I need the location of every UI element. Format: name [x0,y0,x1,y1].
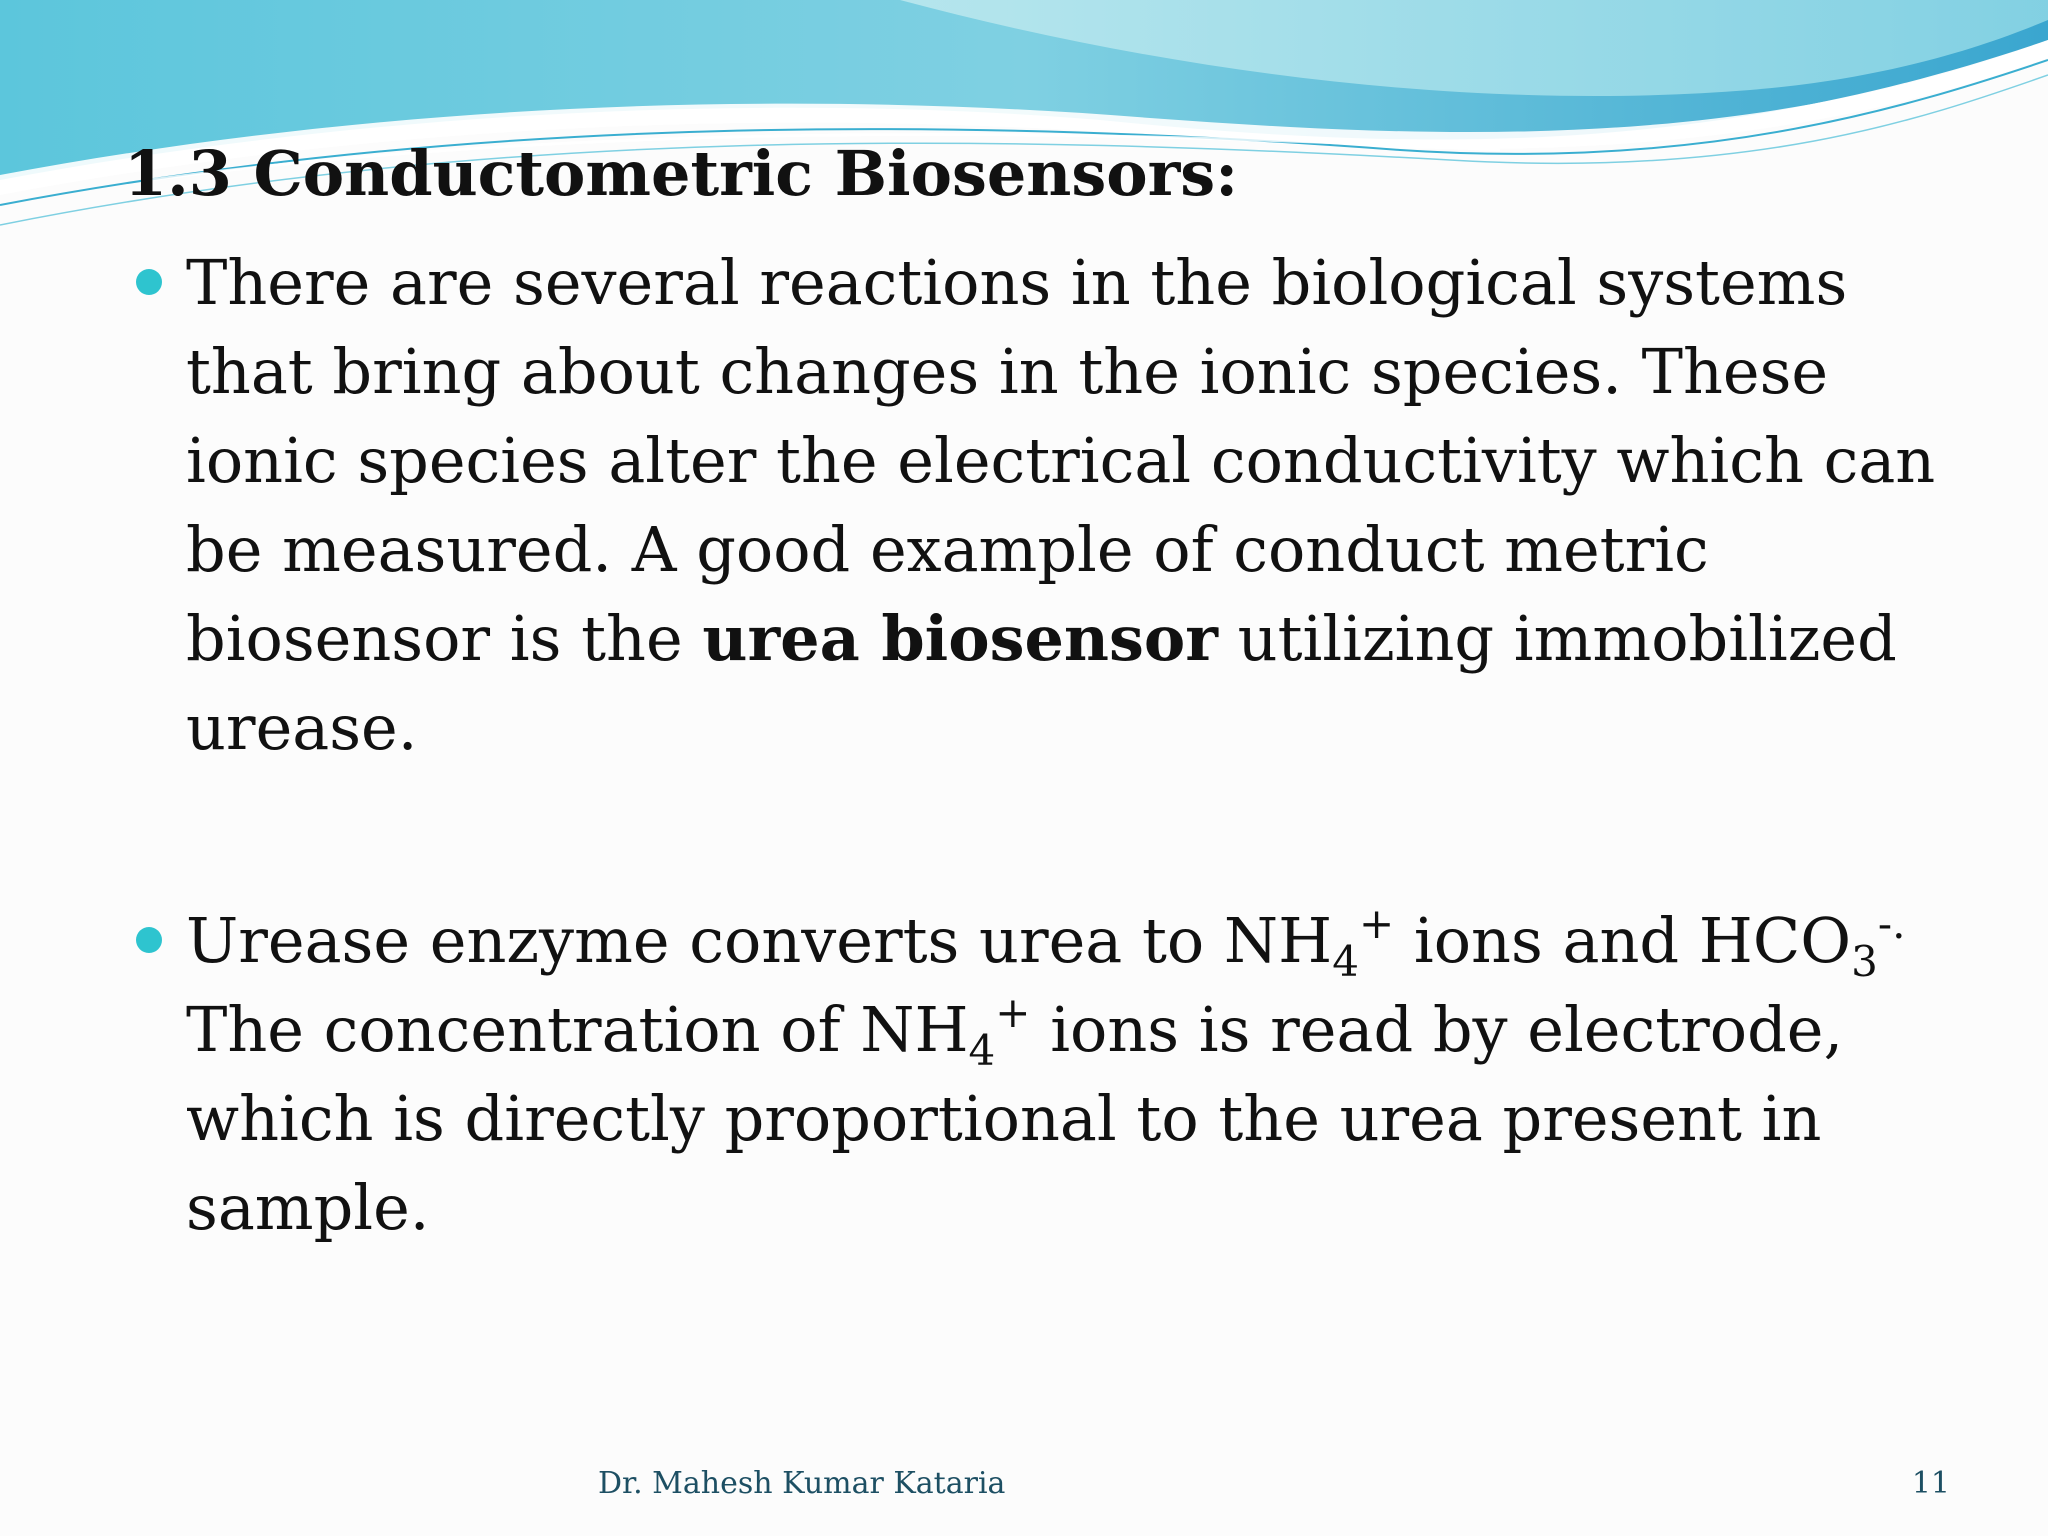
bullet-1-line-5-before: biosensor is the [186,602,703,675]
bullet-2-line-1-mid: ions and HCO [1394,904,1852,977]
bullet-2-line-2 [186,985,1966,1074]
slide-title: 1.3 Conductometric Biosensors: [124,137,1239,210]
nh4-superscript-2: + [995,988,1031,1037]
bullet-2-line-1 [186,896,1966,985]
hco3-superscript: -. [1877,899,1906,948]
bullet-point-1 [186,238,1966,772]
bullet-1-line-5-after: utilizing immobilized [1217,602,1897,675]
bullet-point-2 [186,896,1966,1252]
urea-biosensor-emphasis: urea biosensor [702,602,1218,675]
nh4-superscript: + [1358,899,1395,948]
nh4-subscript-2: 4 [968,1026,996,1075]
bullet-2-line-3: which is directly proportional to the urea present in [186,1082,1822,1155]
bullet-1-line-2: that bring about changes in the ionic species. These [186,335,1829,408]
bullet-1-line-1: There are several reactions in the biological systems [186,246,1848,319]
bullet-dot-icon [136,927,162,953]
bullet-2-line-2-after: ions is read by electrode, [1030,993,1844,1066]
bullet-2-line-4: sample. [186,1171,430,1244]
bullet-2-line-2-text: The concentration of NH [186,993,969,1066]
bullet-1-line-5 [186,594,1966,683]
hco3-subscript: 3 [1851,937,1878,986]
nh4-subscript: 4 [1332,937,1359,986]
bullet-1-line-4: be measured. A good example of conduct metric [186,513,1709,586]
page-number: 11 [1911,1466,1950,1501]
bullet-1-line-6: urease. [186,691,418,764]
bullet-dot-icon [136,269,162,295]
footer-author: Dr. Mahesh Kumar Kataria [598,1466,1006,1501]
bullet-2-line-1-text: Urease enzyme converts urea to NH [186,904,1333,977]
bullet-1-line-3: ionic species alter the electrical conductivity which can [186,424,1936,497]
